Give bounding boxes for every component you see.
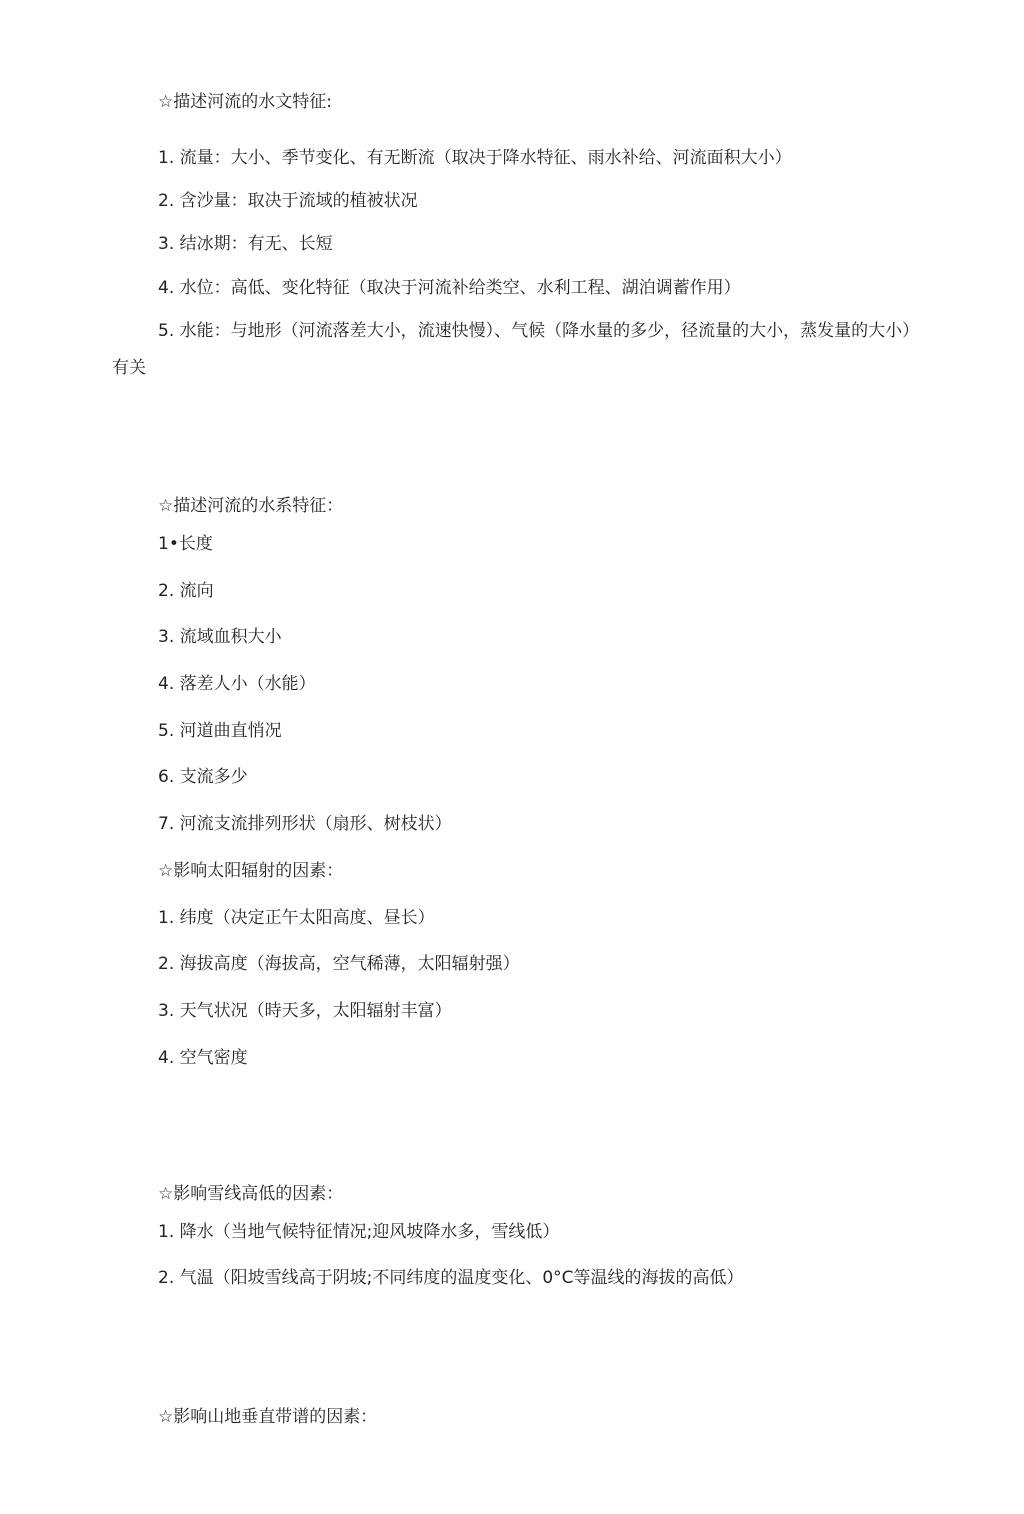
list-item: 3. 结冰期：有无、长短 (158, 234, 333, 254)
list-item: 6. 支流多少 (158, 767, 248, 787)
list-item: 1. 流量：大小、季节变化、有无断流（取决于降水特征、雨水补给、河流面积大小） (158, 148, 792, 168)
list-item-wrapped: 5. 水能：与地形（河流落差大小，流速快慢）、气候（降水量的多少，径流量的大小，蒸发量的大小）有关 (112, 321, 911, 378)
list-item: 2. 含沙量：取决于流域的植被状况 (158, 191, 418, 211)
section-heading-altitudinal-zonation: ☆影响山地垂直带谱的因素： (158, 1407, 378, 1427)
list-item: 2. 气温（阳坡雪线高于阴坡;不同纬度的温度变化、0°C等温线的海拔的高低） (158, 1268, 744, 1288)
list-item: 3. 流域血积大小 (158, 627, 282, 647)
list-item: 2. 海拔高度（海拔高，空气稀薄，太阳辐射强） (158, 954, 520, 974)
list-item: 2. 流向 (158, 581, 214, 601)
list-item: 7. 河流支流排列形状（扇形、树枝状） (158, 814, 452, 834)
list-item: 4. 空气密度 (158, 1048, 248, 1068)
list-item: 5. 河道曲直悄况 (158, 721, 282, 741)
list-item: 1. 纬度（决定正午太阳高度、昼长） (158, 908, 435, 928)
list-item: 4. 落差人小（水能） (158, 674, 316, 694)
list-item: 4. 水位：高低、变化特征（取决于河流补给类空、水利工程、湖泊调蓄作用） (158, 278, 741, 298)
section-heading-solar-radiation: ☆影响太阳辐射的因素： (158, 861, 344, 881)
list-item: 1•长度 (158, 534, 213, 554)
section-heading-hydrology: ☆描述河流的水文特征: (158, 92, 332, 112)
section-heading-snow-line: ☆影响雪线高低的因素： (158, 1184, 344, 1204)
list-item: 3. 天气状况（時天多，太阳辐射丰富） (158, 1001, 452, 1021)
list-item: 1. 降水（当地气候特征情况;迎风坡降水多，雪线低） (158, 1222, 560, 1242)
section-heading-river-system: ☆描述河流的水系特征： (158, 496, 344, 516)
